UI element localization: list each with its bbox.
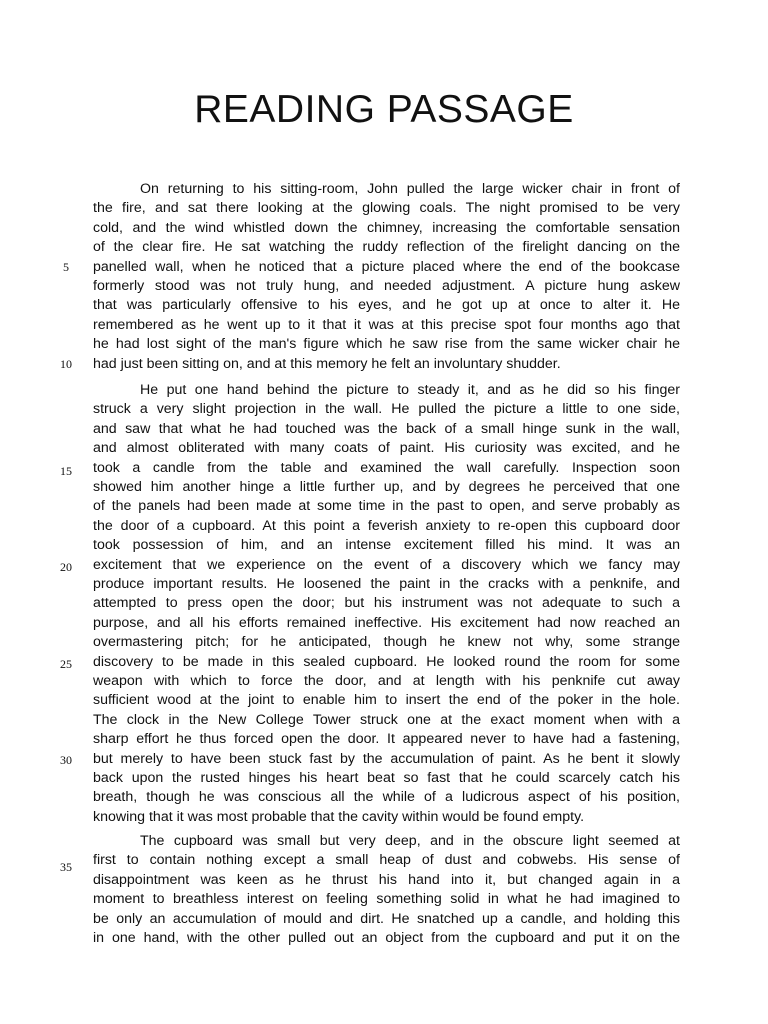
passage-line: be only an accumulation of mould and dirt. He snatched up a candle, and holding this	[93, 910, 680, 927]
passage-line: sharp effort he thus forced open the door. It appeared never to have had a fastening,	[93, 731, 680, 748]
passage-line: discovery to be made in this sealed cupboard. He looked round the room for some	[93, 653, 680, 670]
passage-line: moment to breathless interest on feeling something solid in what he had imagined to	[93, 891, 680, 908]
passage-line: back upon the rusted hinges his heart beat so fast that he could scarcely catch his	[93, 770, 680, 786]
passage-line: first to contain nothing except a small heap of dust and cobwebs. His sense of	[93, 852, 680, 869]
passage-line: had just been sitting on, and at this memory he felt an involuntary shudder.	[93, 355, 561, 372]
line-number: 25	[60, 657, 72, 671]
passage-line: showed him another hinge a little further up, and by degrees he perceived that one	[93, 479, 680, 495]
passage-line: and almost obliterated with many coats of paint. His curiosity was excited, and he	[93, 440, 680, 457]
line-number: 20	[60, 560, 72, 574]
passage-line: produce important results. He loosened the paint in the cracks with a penknife, and	[93, 576, 680, 592]
passage-line: remembered as he went up to it that it was at this precise spot four months ago that	[93, 316, 680, 333]
passage-line: panelled wall, when he noticed that a picture placed where the end of the bookcase	[93, 258, 680, 275]
passage-line: in one hand, with the other pulled out an object from the cupboard and put it on the	[93, 930, 680, 946]
page-title: READING PASSAGE	[194, 88, 574, 131]
passage-line: attempted to press open the door; but his instrument was not adequate to such a	[93, 595, 680, 612]
passage-line: He put one hand behind the picture to steady it, and as he did so his finger	[140, 382, 680, 398]
passage-line: of the panels had been made at some time in the past to open, and serve probably as	[93, 498, 680, 515]
passage-line: took possession of him, and an intense excitement filled his mind. It was an	[93, 537, 680, 554]
line-number: 10	[60, 357, 72, 371]
passage-line: that was particularly offensive to his eyes, and he got up at once to alter it. He	[93, 297, 680, 314]
passage-line: purpose, and all his efforts remained ineffective. His excitement had now reached an	[93, 614, 680, 631]
passage-line: struck a very slight projection in the wall. He pulled the picture a little to one side,	[93, 401, 680, 418]
line-number: 35	[60, 860, 72, 874]
passage-line: disappointment was keen as he thrust his hand into it, but changed again in a	[93, 871, 680, 888]
passage-line: On returning to his sitting-room, John pulled the large wicker chair in front of	[140, 181, 680, 197]
passage-line: he had lost sight of the man's figure which he saw rise from the same wicker chair he	[93, 336, 680, 353]
passage-line: The cupboard was small but very deep, and in the obscure light seemed at	[140, 833, 680, 849]
passage-line: and saw that what he had touched was the back of a small hinge sunk in the wall,	[93, 420, 680, 437]
passage-line: cold, and the wind whistled down the chimney, increasing the comfortable sensation	[93, 219, 680, 236]
passage-line: The clock in the New College Tower struck one at the exact moment when with a	[93, 711, 680, 728]
line-number: 15	[60, 464, 72, 478]
line-number: 5	[63, 260, 69, 274]
passage-line: excitement that we experience on the event of a discovery which we fancy may	[93, 556, 680, 573]
passage-line: knowing that it was most probable that the cavity within would be found empty.	[93, 808, 585, 825]
passage-line: took a candle from the table and examined the wall carefully. Inspection soon	[93, 459, 680, 476]
passage-line: sufficient wood at the joint to enable him to insert the end of the poker in the hole.	[93, 692, 680, 709]
passage-line: weapon with which to force the door, and at length with his penknife cut away	[93, 673, 680, 689]
line-number: 30	[60, 753, 72, 767]
passage-line: the door of a cupboard. At this point a feverish anxiety to re-open this cupboard door	[93, 517, 680, 534]
passage-line: of the clear fire. He sat watching the ruddy reflection of the firelight dancing on the	[93, 239, 680, 256]
passage-line: formerly stood was not truly hung, and needed adjustment. A picture hung askew	[93, 278, 680, 294]
passage-line: breath, though he was conscious all the while of a ludicrous aspect of his position,	[93, 789, 680, 806]
passage-line: the fire, and sat there looking at the glowing coals. The night promised to be very	[93, 200, 680, 217]
passage-line: overmastering pitch; for he anticipated, though he knew not why, some strange	[93, 634, 680, 651]
passage-line: but merely to have been stuck fast by the accumulation of paint. As he bent it slowly	[93, 750, 680, 767]
